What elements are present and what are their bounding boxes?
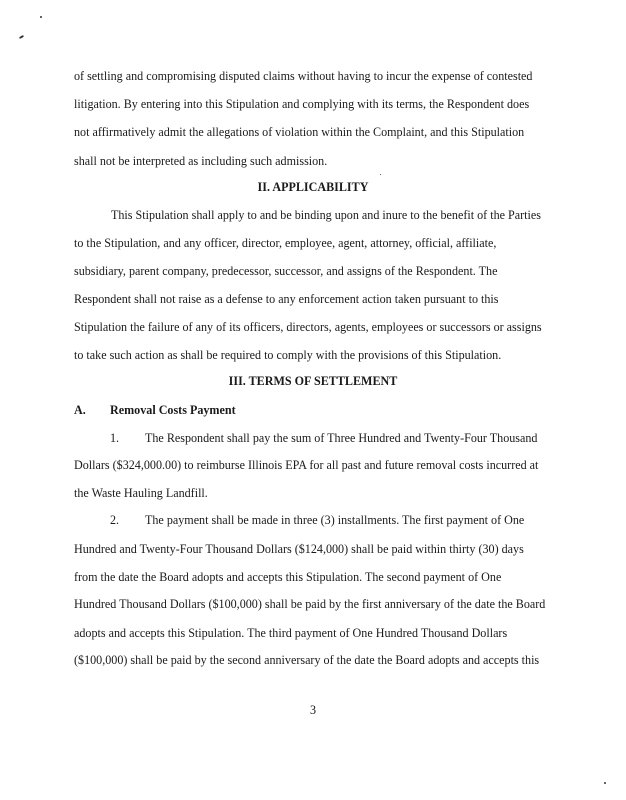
page-number: 3 (309, 703, 317, 717)
scan-speck (380, 174, 381, 175)
scan-speck (19, 35, 24, 39)
paragraph-line: The payment shall be made in three (3) installments. The first payment of One (145, 513, 525, 527)
paragraph-line: shall not be interpreted as including such admission. (74, 154, 328, 168)
paragraph-line: litigation. By entering into this Stipulation and complying with its terms, the Respondent does (74, 97, 530, 111)
section-heading-terms: III. TERMS OF SETTLEMENT (228, 374, 398, 388)
paragraph-line: Respondent shall not raise as a defense to any enforcement action taken pursuant to this (74, 292, 499, 306)
paragraph-line: adopts and accepts this Stipulation. The third payment of One Hundred Thousand Dollars (74, 626, 508, 640)
paragraph-line: Hundred Thousand Dollars ($100,000) shall be paid by the first anniversary of the date the Board (74, 597, 546, 611)
subheading-letter: A. (74, 403, 86, 417)
section-heading-applicability: II. APPLICABILITY (257, 180, 369, 194)
subheading-title: Removal Costs Payment (110, 403, 236, 417)
scan-speck (40, 16, 42, 18)
scan-speck (604, 782, 606, 784)
paragraph-line: the Waste Hauling Landfill. (74, 486, 208, 500)
paragraph-line: to the Stipulation, and any officer, director, employee, agent, attorney, official, affiliate, (74, 236, 497, 250)
item-number: 1. (110, 431, 120, 445)
item-number: 2. (110, 513, 120, 527)
paragraph-line: to take such action as shall be required to comply with the provisions of this Stipulation. (74, 348, 502, 362)
paragraph-line: not affirmatively admit the allegations of violation within the Complaint, and this Stipulation (74, 125, 525, 139)
paragraph-line: subsidiary, parent company, predecessor, successor, and assigns of the Respondent. The (74, 264, 498, 278)
paragraph-line: The Respondent shall pay the sum of Three Hundred and Twenty-Four Thousand (145, 431, 538, 445)
paragraph-line: Stipulation the failure of any of its officers, directors, agents, employees or successors or assigns (74, 320, 542, 334)
paragraph-line: Hundred and Twenty-Four Thousand Dollars ($124,000) shall be paid within thirty (30) days (74, 542, 524, 556)
paragraph-line: from the date the Board adopts and accepts this Stipulation. The second payment of One (74, 570, 502, 584)
paragraph-line: ($100,000) shall be paid by the second anniversary of the date the Board adopts and accepts this (74, 653, 540, 667)
paragraph-line: This Stipulation shall apply to and be binding upon and inure to the benefit of the Parties (111, 208, 541, 222)
paragraph-line: of settling and compromising disputed claims without having to incur the expense of contested (74, 69, 533, 83)
paragraph-line: Dollars ($324,000.00) to reimburse Illinois EPA for all past and future removal costs incurred at (74, 458, 539, 472)
